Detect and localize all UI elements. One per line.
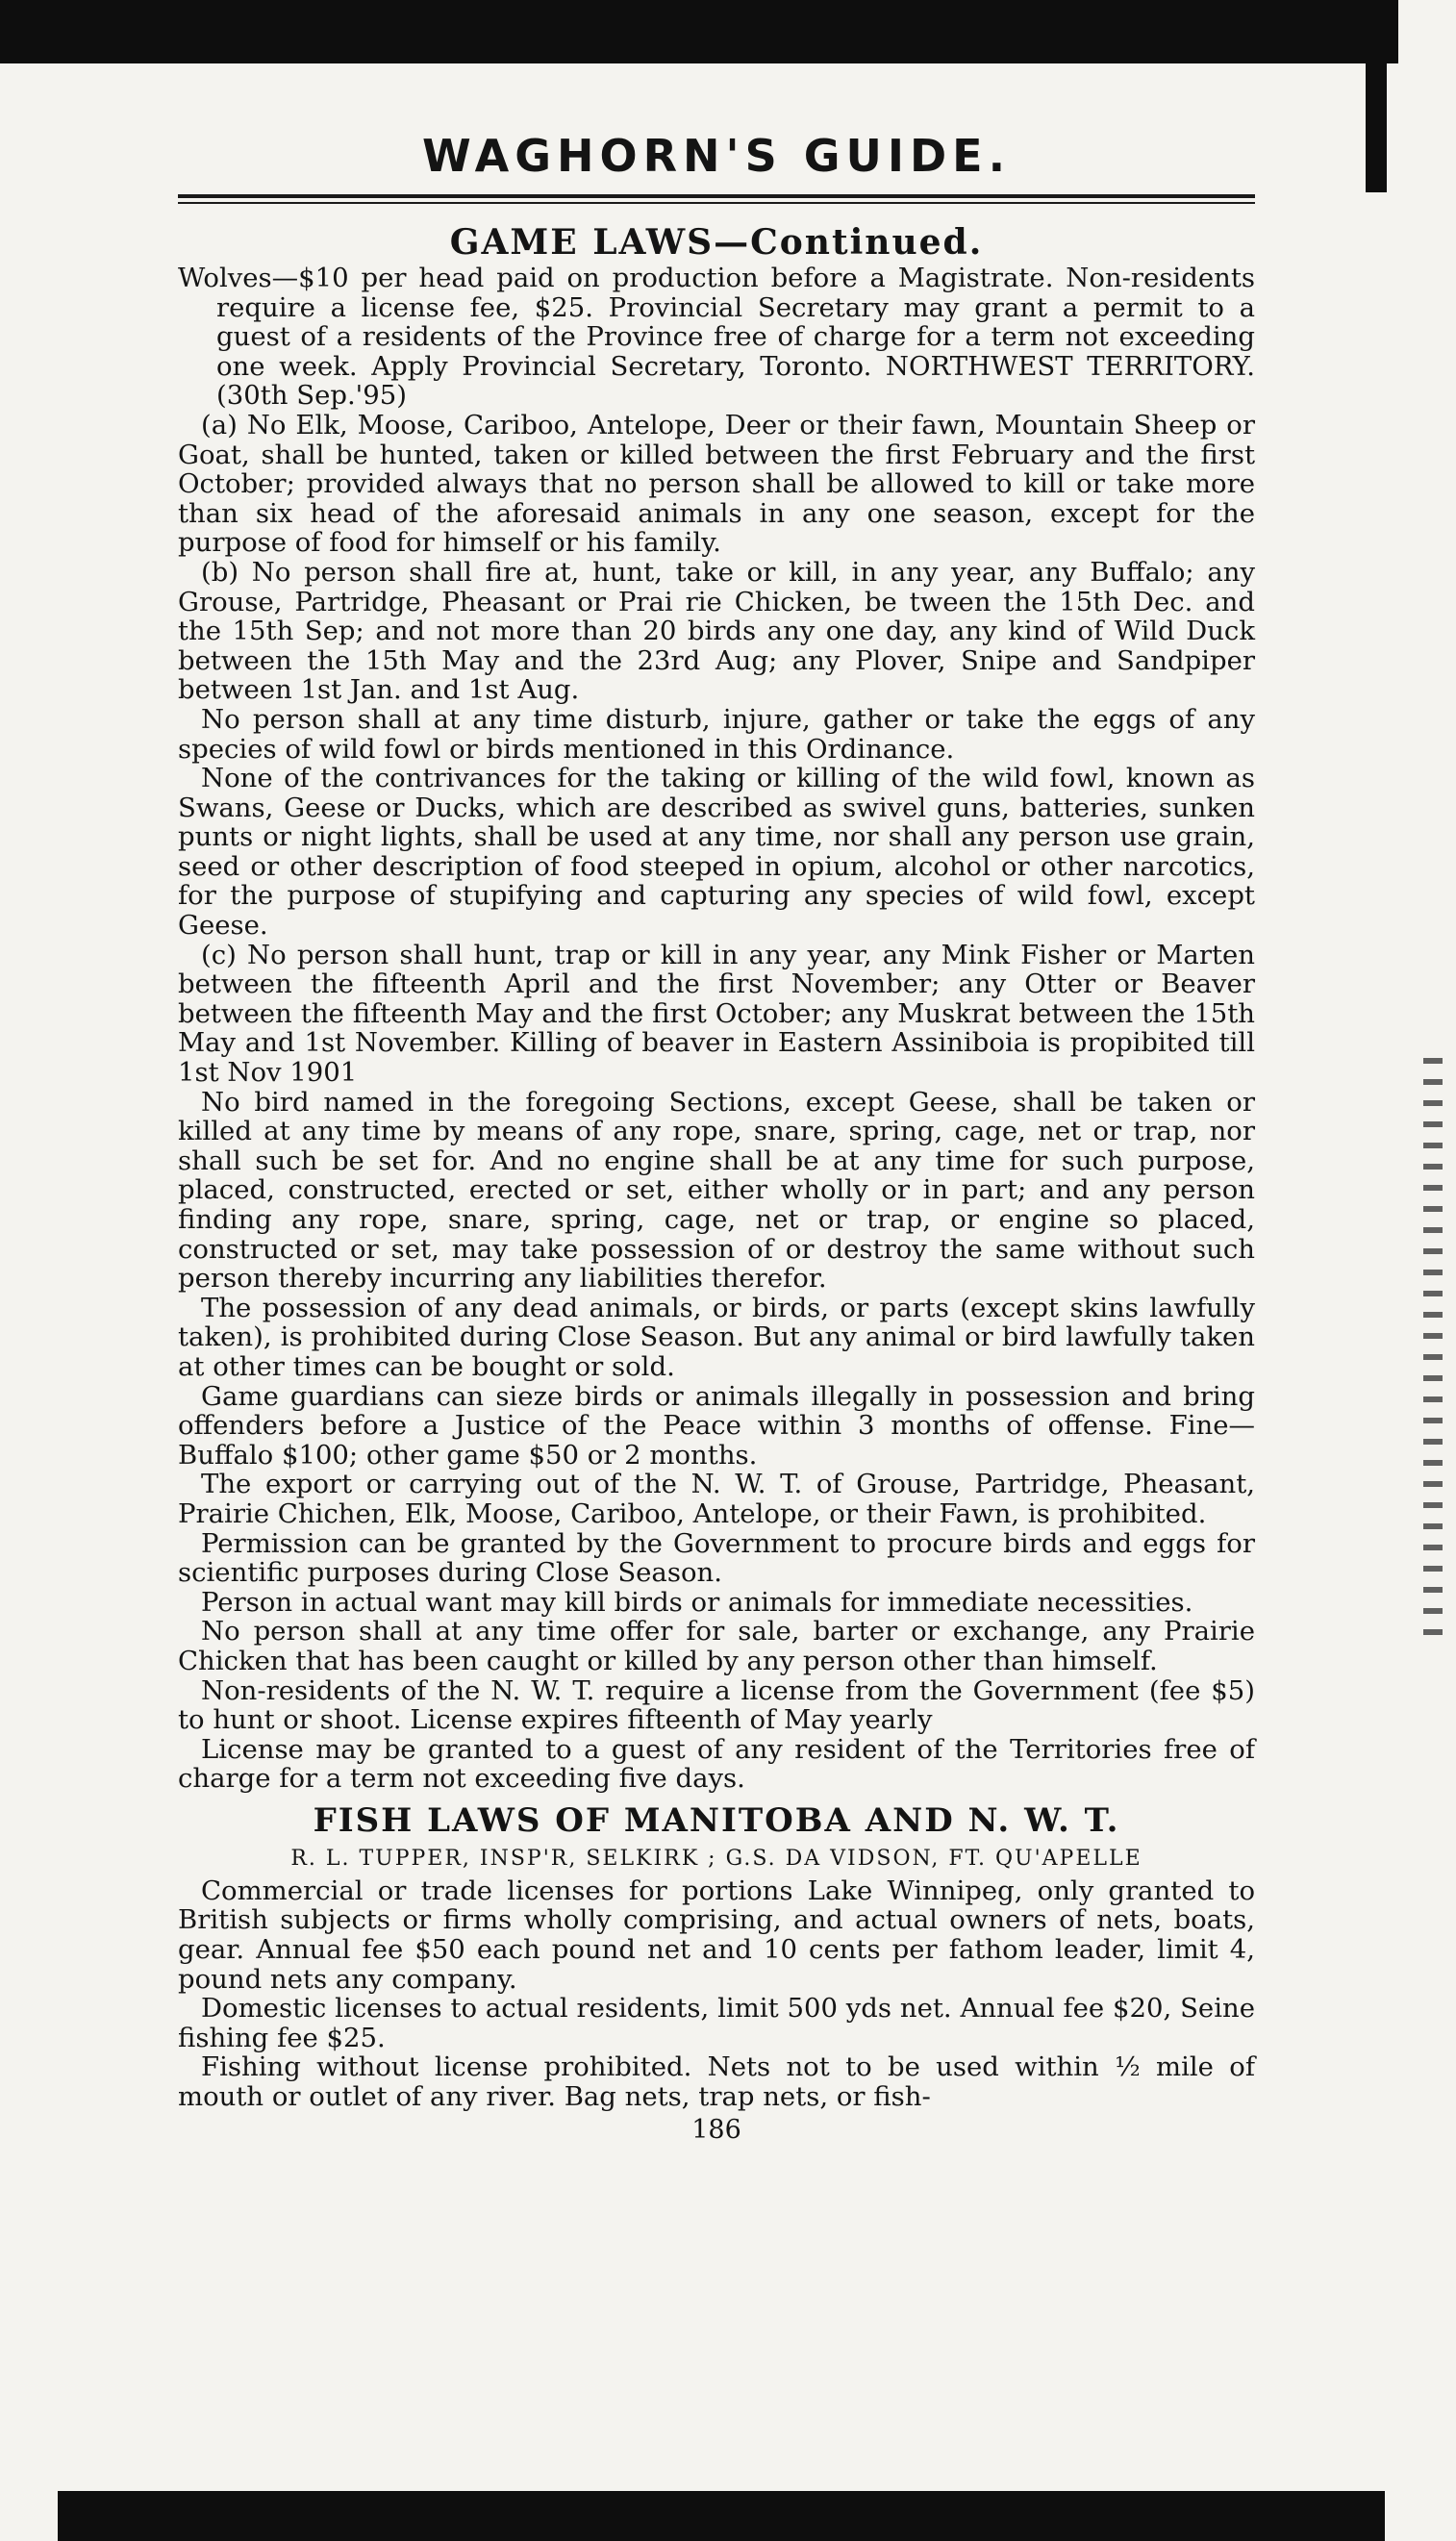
bottom-scan-border xyxy=(58,2491,1385,2541)
clause-c-paragraph: (c) No person shall hunt, trap or kill in any year, any Mink Fisher or Marten between the fifteenth April and the first November; any Otter or Beaver between the fifteenth May and the first October; any Muskrat between the 15th May and 1st November. Killing of beaver in Eastern Assiniboia is propibited till 1st Nov 1901 xyxy=(178,939,1255,1089)
game-laws-title: GAME LAWS—Continued. xyxy=(449,222,984,263)
inspectors-line: R. L. TUPPER, INSP'R, SELKIRK ; G.S. DA VIDSON, FT. QU'APELLE xyxy=(290,1846,1142,1871)
clause-b-paragraph: (b) No person shall fire at, hunt, take or kill, in any year, any Buffalo; any Grouse, Partridge, Pheasant or Prai rie Chicken, be tween the 15th Dec. and the 15th Sep; and not more than 20 birds any one day, any kind of Wild Duck between the 15th May and the 23rd Aug; any Plover, Snipe and Sandpiper between 1st Jan. and 1st Aug. xyxy=(178,556,1255,706)
permission-paragraph: Permission can be granted by the Government to procure birds and eggs for scientific purposes during Close Season. xyxy=(178,1527,1255,1589)
page-edge-shadow xyxy=(1423,1058,1443,1635)
eggs-paragraph: No person shall at any time disturb, injure, gather or take the eggs of any species of wild fowl or birds mentioned in this Ordinance. xyxy=(178,703,1255,765)
want-paragraph: Person in actual want may kill birds or animals for immediate necessities. xyxy=(201,1586,1193,1618)
contrivances-paragraph: None of the contrivances for the taking or killing of the wild fowl, known as Swans, Geese or Ducks, which are described as swivel guns, batteries, sunken punts or night lights, shall be used at any time, nor shall any person use grain, seed or other description of food steeped in opium, alcohol or other narcotics, for the purpose of stupifying and capturing any species of wild fowl, except Geese. xyxy=(178,763,1255,942)
top-scan-border-right xyxy=(1366,0,1387,192)
page-number: 186 xyxy=(691,2114,741,2145)
export-paragraph: The export or carrying out of the N. W. T. of Grouse, Partridge, Pheasant, Prairie Chichen, Elk, Moose, Cariboo, Antelope, or their Fawn, is prohibited. xyxy=(178,1469,1255,1529)
header-rule xyxy=(178,194,1255,204)
document-page xyxy=(178,125,1255,2147)
clause-a-paragraph: (a) No Elk, Moose, Cariboo, Antelope, Deer or their fawn, Mountain Sheep or Goat, shall be hunted, taken or killed between the first February and the first October; provided always that no person shall be allowed to kill or take more than six head of the aforesaid animals in any one season, except for the purpose of food for himself or his family. xyxy=(178,409,1255,559)
domestic-paragraph: Domestic licenses to actual residents, limit 500 yds net. Annual fee $20, Seine fishing fee $25. xyxy=(178,1993,1255,2053)
wolves-paragraph: Wolves—$10 per head paid on production before a Magistrate. Non-residents require a license fee, $25. Provincial Secretary may grant a permit to a guest of a residents of the Province free of charge for a term not exceeding one week. Apply Provincial Secretary, Toronto. NORTHWEST TERRITORY. (30th Sep.'95) xyxy=(178,263,1255,412)
no-bird-paragraph: No bird named in the foregoing Sections, except Geese, shall be taken or killed at any time by means of any rope, snare, spring, cage, net or trap, nor shall such be set for. And no engine shall be at any time for such purpose, placed, constructed, erected or set, either wholly or in part; and any person finding any rope, snare, spring, cage, net or trap, or engine so placed, constructed or set, may take possession of or destroy the same without such person thereby incurring any liabilities therefor. xyxy=(178,1086,1255,1295)
commercial-paragraph: Commercial or trade licenses for portions Lake Winnipeg, only granted to British subjects or firms wholly comprising, and actual owners of nets, boats, gear. Annual fee $50 each pound net and 10 cents per fathom leader, limit 4, pound nets any company. xyxy=(178,1874,1255,1995)
possession-paragraph: The possession of any dead animals, or birds, or parts (except skins lawfully taken), is prohibited during Close Season. But any animal or bird lawfully taken at other times can be bought or sold. xyxy=(178,1292,1255,1382)
fish-laws-title: FISH LAWS OF MANITOBA AND N. W. T. xyxy=(313,1800,1120,1840)
nonresidents-paragraph: Non-residents of the N. W. T. require a license from the Government (fee $5) to hunt or shoot. License expires fifteenth of May yearly xyxy=(178,1674,1255,1736)
top-scan-border xyxy=(0,0,1398,63)
guardians-paragraph: Game guardians can sieze birds or animals illegally in possession and bring offenders before a Justice of the Peace within 3 months of offense. Fine—Buffalo $100; other game $50 or 2 months. xyxy=(178,1380,1255,1471)
running-header: WAGHORN'S GUIDE. xyxy=(421,130,1012,182)
guest-paragraph: License may be granted to a guest of any resident of the Territories free of charge for a term not exceeding five days. xyxy=(178,1733,1255,1795)
fishing-paragraph: Fishing without license prohibited. Nets not to be used within ½ mile of mouth or outlet of any river. Bag nets, trap nets, or fish- xyxy=(178,2051,1255,2113)
sale-paragraph: No person shall at any time offer for sale, barter or exchange, any Prairie Chicken that has been caught or killed by any person other than himself. xyxy=(178,1616,1255,1676)
